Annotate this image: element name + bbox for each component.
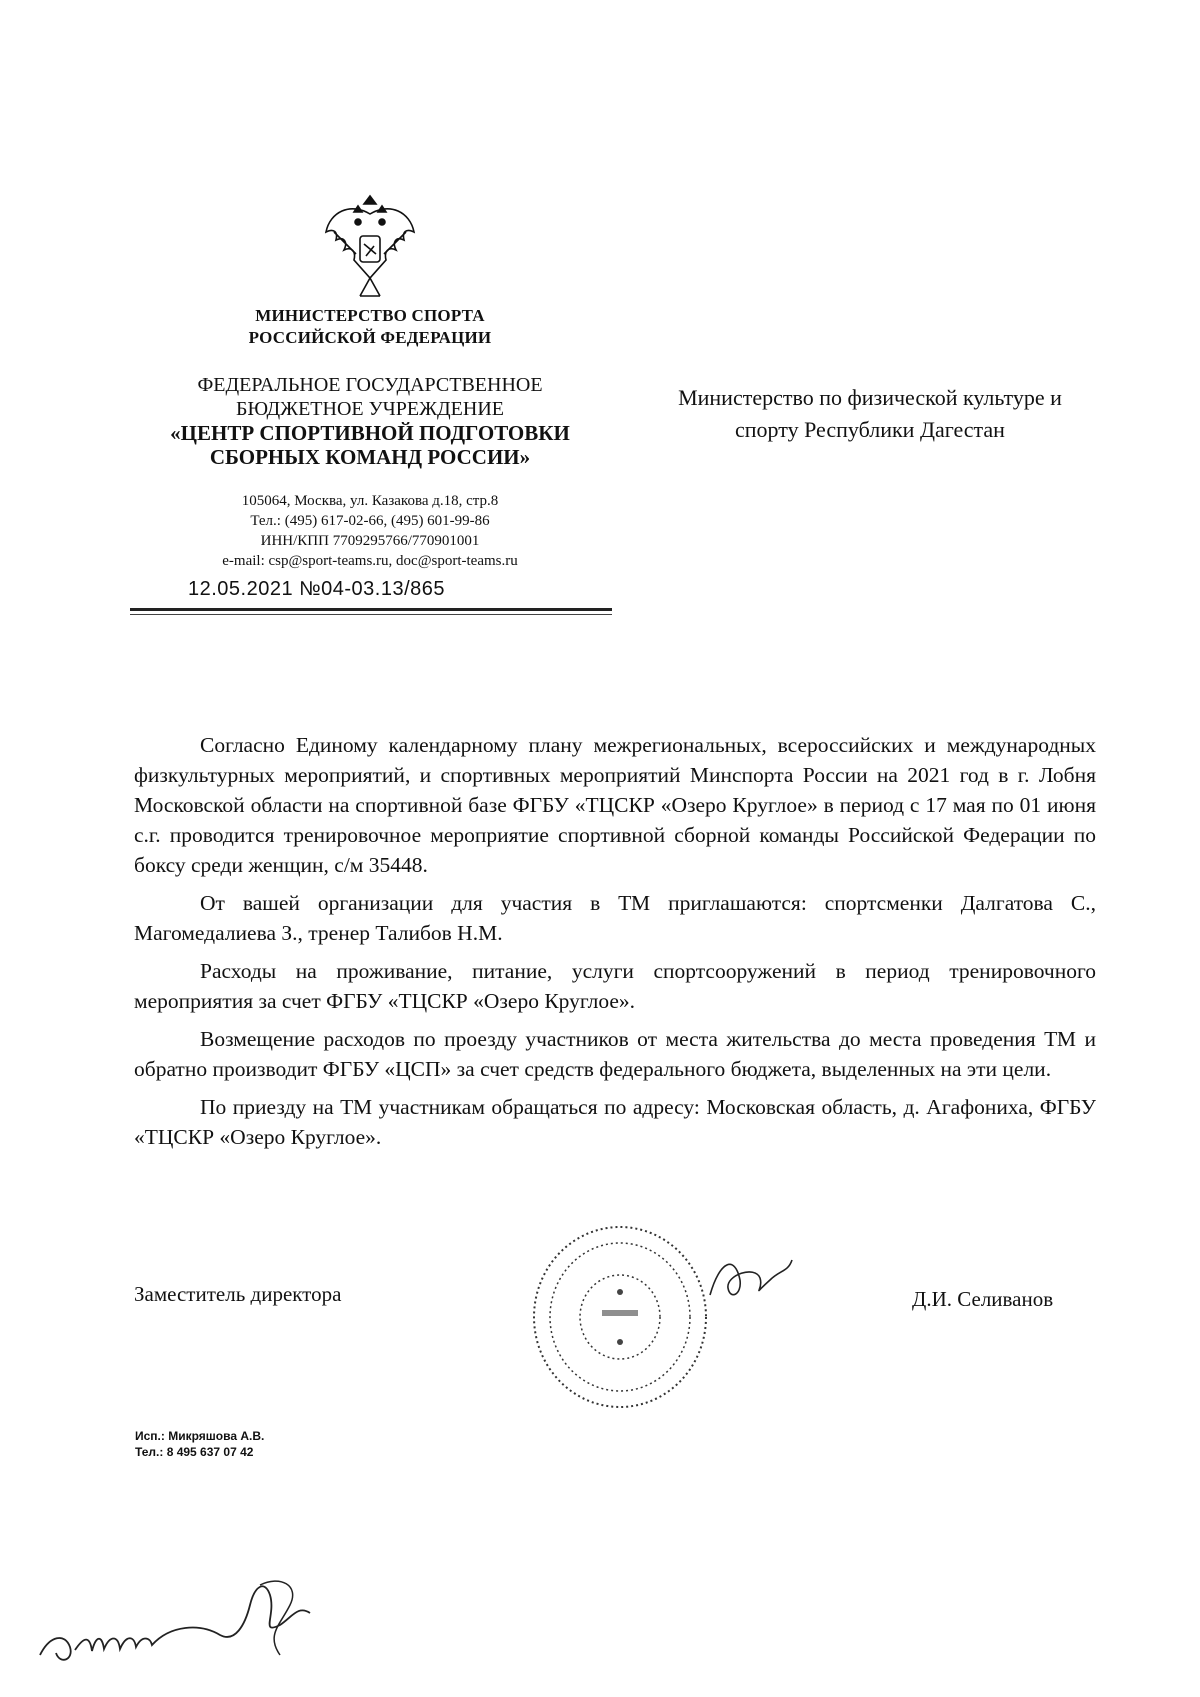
- coat-of-arms-icon: [320, 192, 420, 304]
- body-paragraph: Расходы на проживание, питание, услуги спортсооружений в период тренировочного мероприятия за счет ФГБУ «ТЦСКР «Озеро Круглое».: [134, 959, 1096, 1013]
- org-email: e-mail: csp@sport-teams.ru, doc@sport-teams.ru: [222, 553, 518, 569]
- signature-mark-icon: [700, 1250, 800, 1310]
- ministry-line-1: МИНИСТЕРСТВО СПОРТА: [255, 306, 485, 325]
- body-paragraph: От вашей организации для участия в ТМ приглашаются: спортсменки Далгатова С., Магомедалиева З., тренер Талибов Н.М.: [134, 891, 1096, 945]
- org-address: 105064, Москва, ул. Казакова д.18, стр.8: [241, 493, 499, 509]
- org-phone: Тел.: (495) 617-02-66, (495) 601-99-86: [250, 513, 490, 529]
- org-inn: ИНН/КПП 7709295766/770901001: [260, 533, 480, 549]
- addressee: [620, 382, 1120, 446]
- signatory-title: Заместитель директора: [134, 1282, 342, 1306]
- header-divider: [130, 608, 612, 611]
- executor-info: [135, 1428, 264, 1460]
- body-paragraph: Возмещение расходов по проезду участников от места жительства до места проведения ТМ и обратно производит ФГБУ «ЦСП» за счет средств федерального бюджета, выделенных на эти цели.: [134, 1027, 1096, 1081]
- ministry-line-2: РОССИЙСКОЙ ФЕДЕРАЦИИ: [248, 328, 492, 347]
- registration-number: 12.05.2021 №04-03.13/865: [188, 578, 445, 600]
- org-line-2: БЮДЖЕТНОЕ УЧРЕЖДЕНИЕ: [235, 398, 505, 420]
- body-paragraph: По приезду на ТМ участникам обращаться по адресу: Московская область, д. Агафониха, ФГБУ «ТЦСКР «Озеро Круглое».: [134, 1095, 1096, 1149]
- addressee-line-1: Министерство по физической культуре и: [678, 385, 1062, 410]
- body-paragraph: Согласно Единому календарному плану межрегиональных, всероссийских и международных физкультурных мероприятий, и спортивных мероприятий Минспорта России на 2021 год в г. Лобня Московской области на спортивной базе ФГБУ «ТЦСКР «Озеро Круглое» в период с 17 мая по 01 июня с.г. проводится тренировочное мероприятие спортивной сборной команды Российской Федерации по боксу среди женщин, с/м 35448.: [134, 733, 1096, 877]
- executor-name: Исп.: Микряшова А.В.: [135, 1429, 265, 1443]
- handwritten-annotation-icon: [30, 1565, 330, 1675]
- round-seal-icon: [530, 1222, 710, 1412]
- sender-org-block: [130, 305, 610, 571]
- org-line-4: СБОРНЫХ КОМАНД РОССИИ»: [209, 445, 531, 469]
- contacts: [130, 491, 610, 571]
- org-line-3: «ЦЕНТР СПОРТИВНОЙ ПОДГОТОВКИ: [170, 421, 570, 445]
- org-line-1: ФЕДЕРАЛЬНОЕ ГОСУДАРСТВЕННОЕ: [197, 374, 543, 396]
- signatory-name: Д.И. Селиванов: [912, 1287, 1054, 1311]
- letter-body: [134, 730, 1096, 1160]
- addressee-line-2: спорту Республики Дагестан: [735, 417, 1005, 442]
- header-divider-thin: [130, 614, 612, 615]
- executor-phone: Тел.: 8 495 637 07 42: [135, 1445, 254, 1459]
